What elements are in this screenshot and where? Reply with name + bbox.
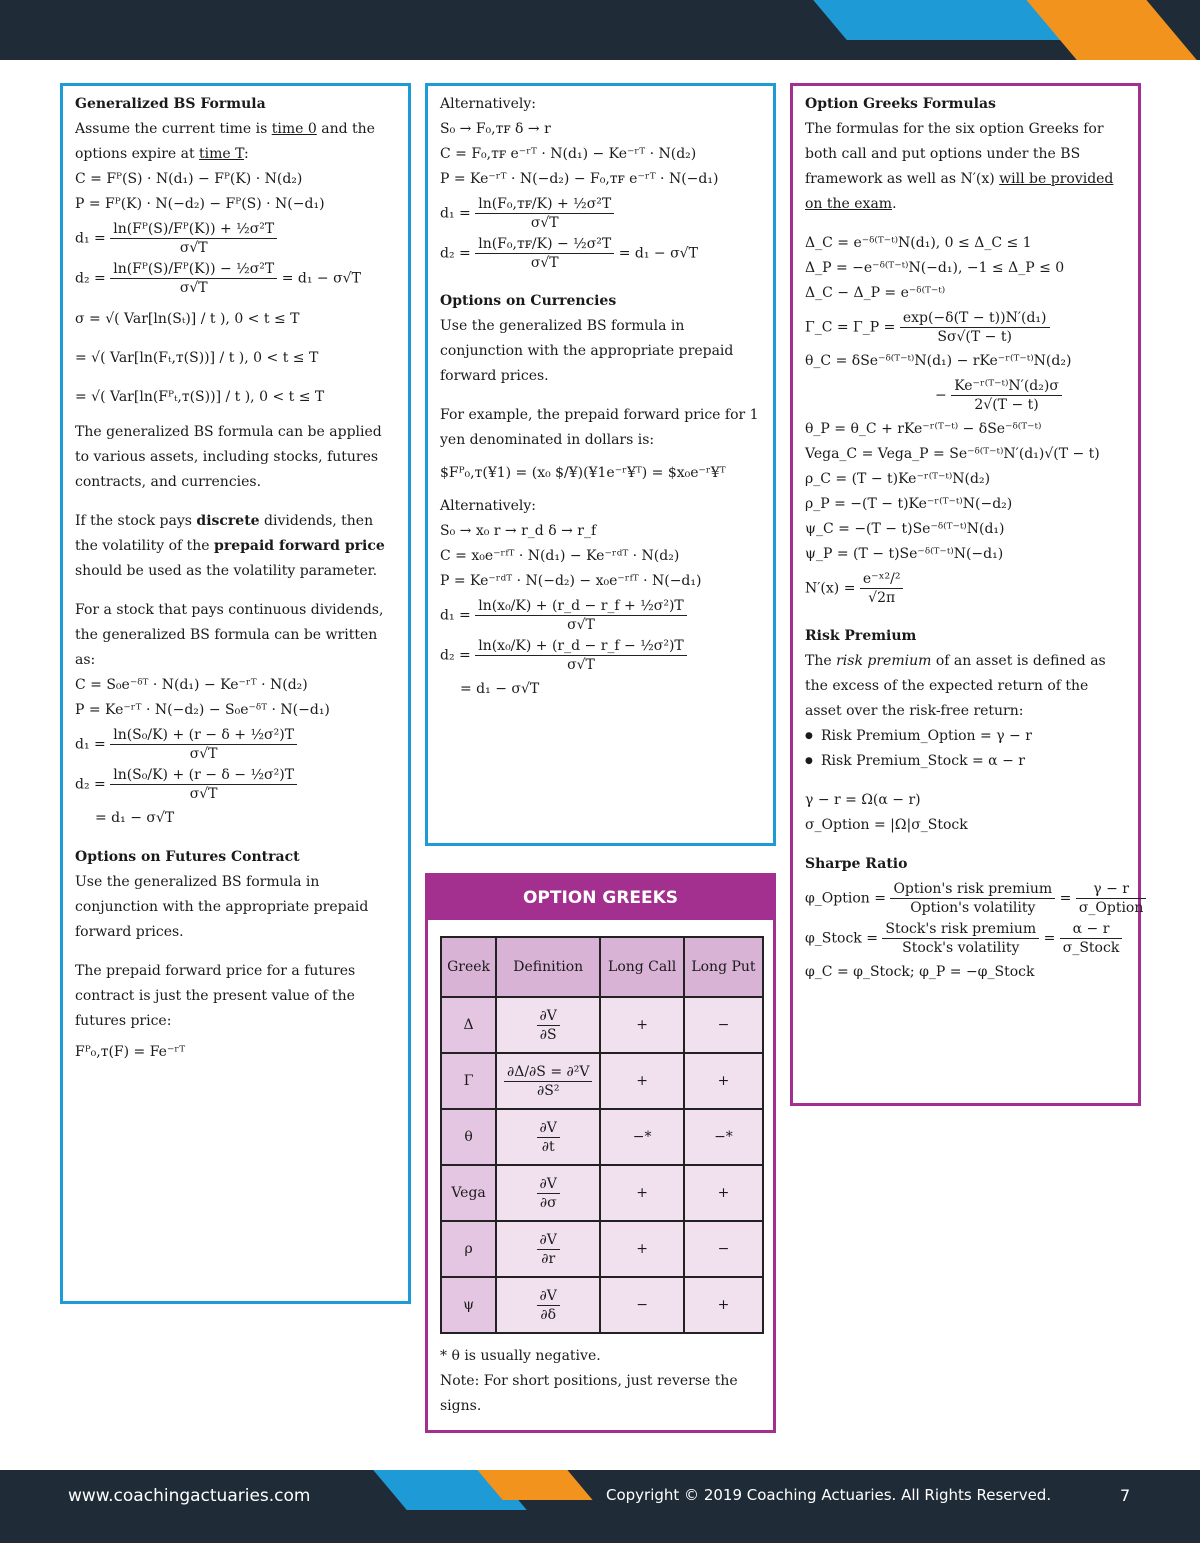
table-header: Definition xyxy=(496,937,600,997)
psi-put: ψ_P = (T − t)Se⁻ᵟ⁽ᵀ⁻ᵗ⁾N(−d₁) xyxy=(805,546,1004,562)
page-number: 7 xyxy=(1120,1486,1131,1505)
sigma-option-formula: σ_Option = |Ω|σ_Stock xyxy=(805,817,968,833)
cont-d2-tail: = d₁ − σ√T xyxy=(95,810,175,826)
cont-d1-formula: d₁ = $\frac{\text{ln(S₀/K) + (r − δ + ½σ²)T}}{\sigma√T}$ xyxy=(75,726,396,763)
table-row: Γ $\frac{\text{∂Δ/∂S = ∂²V}}{\text{∂S²}}$ + + xyxy=(441,1053,763,1109)
table-row: ρ $\frac{\partial V}{\partial r}$ + − xyxy=(441,1221,763,1277)
list-item: ● Risk Premium_Option = γ − r xyxy=(821,724,1126,749)
substitution-2: S₀ → x₀ r → r_d δ → r_f xyxy=(440,523,597,539)
currency-d1-formula: d₁ = $\frac{\text{ln(x₀/K) + (r\_d − r\_f + ½σ²)T}}{\sigma√T}$ xyxy=(440,597,761,634)
greeks-formulas-panel xyxy=(790,83,1144,1106)
delta-diff: Δ_C − Δ_P = e⁻ᵟ⁽ᵀ⁻ᵗ⁾ xyxy=(805,285,946,301)
futures-put-formula: P = Ke⁻ʳᵀ · N(−d₂) − F₀,ᴛꜰ e⁻ʳᵀ · N(−d₁) xyxy=(440,171,719,187)
futures-formula: Fᴾ₀,ᴛ(F) = Fe⁻ʳᵀ xyxy=(75,1044,186,1060)
section-title: Option Greeks Formulas xyxy=(805,96,996,112)
intro-text: Assume the current time is time 0 and the options expire at time T: xyxy=(75,121,375,162)
sigma-formula-1: σ = √( Var[ln(Sₜ)] / t ), 0 < t ≤ T xyxy=(75,311,300,327)
cont-put-formula: P = Ke⁻ʳᵀ · N(−d₂) − S₀e⁻ᵟᵀ · N(−d₁) xyxy=(75,702,330,718)
sharpe-title: Sharpe Ratio xyxy=(805,856,908,872)
d2-formula: d₂ = $\frac{\text{ln(Fᴾ(S)/Fᴾ(K)) − ½σ²T}}{\sigma√T}$ = d₁ − σ√T xyxy=(75,261,361,296)
table-row: θ $\frac{\partial V}{\partial t}$ −* −* xyxy=(441,1109,763,1165)
rho-call: ρ_C = (T − t)Ke⁻ʳ⁽ᵀ⁻ᵗ⁾N(d₂) xyxy=(805,471,991,487)
cont-d2-formula: d₂ = $\frac{\text{ln(S₀/K) + (r − δ − ½σ²)T}}{\sigma√T}$ xyxy=(75,766,396,803)
d1-formula: d₁ = $\frac{\text{ln(Fᴾ(S)/Fᴾ(K)) + ½σ²T}}{\sigma√T}$ xyxy=(75,220,396,257)
list-item: ● Risk Premium_Stock = α − r xyxy=(821,749,1126,774)
option-greeks-panel xyxy=(425,873,776,1433)
option-greeks-title: OPTION GREEKS xyxy=(428,876,773,920)
normal-pdf: N′(x) = $\frac{\text{e⁻ˣ²/²}}{√2\pi}$ xyxy=(805,570,1126,607)
rho-put: ρ_P = −(T − t)Ke⁻ʳ⁽ᵀ⁻ᵗ⁾N(−d₂) xyxy=(805,496,1013,512)
omega-formula: γ − r = Ω(α − r) xyxy=(805,792,921,808)
gamma-formula: Γ_C = Γ_P = $\frac{\text{exp(−δ(T − t))N′(d₁)}}{S\sigma√(T - t)}$ xyxy=(805,309,1126,346)
continuous-text: For a stock that pays continuous dividends, the generalized BS formula can be written as: xyxy=(75,602,384,668)
futures-title: Options on Futures Contract xyxy=(75,849,300,865)
call-formula: C = Fᴾ(S) · N(d₁) − Fᴾ(K) · N(d₂) xyxy=(75,171,303,187)
currency-put-formula: P = Ke⁻ʳᵈᵀ · N(−d₂) − x₀e⁻ʳᶠᵀ · N(−d₁) xyxy=(440,573,702,589)
risk-premium-list xyxy=(805,724,1126,774)
sigma-formula-3: = √( Var[ln(Fᴾₜ,ᴛ(S))] / t ), 0 < t ≤ T xyxy=(75,389,325,405)
header-banner xyxy=(0,0,1200,60)
risk-premium-text: The risk premium of an asset is defined as the excess of the expected return of the asset over the risk-free return: xyxy=(805,653,1106,719)
greeks-table xyxy=(440,936,764,1334)
currency-d2-tail: = d₁ − σ√T xyxy=(460,681,540,697)
sigma-formula-2: = √( Var[ln(Fₜ,ᴛ(S))] / t ), 0 < t ≤ T xyxy=(75,350,319,366)
futures-text-2: The prepaid forward price for a futures contract is just the present value of the futures price: xyxy=(75,963,356,1029)
footer-banner xyxy=(0,1470,1200,1543)
table-header: Greek xyxy=(441,937,496,997)
futures-call-formula: C = F₀,ᴛꜰ e⁻ʳᵀ · N(d₁) − Ke⁻ʳᵀ · N(d₂) xyxy=(440,146,697,162)
table-header: Long Put xyxy=(684,937,763,997)
currency-call-formula: C = x₀e⁻ʳᶠᵀ · N(d₁) − Ke⁻ʳᵈᵀ · N(d₂) xyxy=(440,548,680,564)
greeks-notes: * θ is usually negative. Note: For short positions, just reverse the signs. xyxy=(440,1348,738,1414)
applied-text: The generalized BS formula can be applied to various assets, including stocks, futures contracts, and currencies. xyxy=(75,424,382,490)
risk-premium-title: Risk Premium xyxy=(805,628,917,644)
futures-d1-formula: d₁ = $\frac{\text{ln(F₀,ᴛꜰ/K) + ½σ²T}}{\sigma√T}$ xyxy=(440,195,761,232)
delta-call: Δ_C = e⁻ᵟ⁽ᵀ⁻ᵗ⁾N(d₁), 0 ≤ Δ_C ≤ 1 xyxy=(805,235,1032,251)
table-row: Δ $\frac{\partial V}{\partial S}$ + − xyxy=(441,997,763,1053)
generalized-bs-panel xyxy=(60,83,411,1304)
cont-call-formula: C = S₀e⁻ᵟᵀ · N(d₁) − Ke⁻ʳᵀ · N(d₂) xyxy=(75,677,308,693)
currencies-example: For example, the prepaid forward price for 1 yen denominated in dollars is: xyxy=(440,407,759,448)
futures-d2-formula: d₂ = $\frac{\text{ln(F₀,ᴛꜰ/K) − ½σ²T}}{\sigma√T}$ = d₁ − σ√T xyxy=(440,236,698,271)
psi-call: ψ_C = −(T − t)Se⁻ᵟ⁽ᵀ⁻ᵗ⁾N(d₁) xyxy=(805,521,1005,537)
put-formula: P = Fᴾ(K) · N(−d₂) − Fᴾ(S) · N(−d₁) xyxy=(75,196,325,212)
footer-link[interactable]: www.coachingactuaries.com xyxy=(68,1486,311,1506)
currencies-panel xyxy=(425,83,776,846)
sharpe-option: φ_Option = $\frac{\text{Option's risk premium}}{\text{Option's volatility}}$ = $\frac{\gamma - r}{\text{σ\_Option}}$ xyxy=(805,880,1126,917)
vega-formula: Vega_C = Vega_P = Se⁻ᵟ⁽ᵀ⁻ᵗ⁾N′(d₁)√(T − t) xyxy=(805,446,1100,462)
table-row: Vega $\frac{\partial V}{\partial\sigma}$ + + xyxy=(441,1165,763,1221)
alt-label: Alternatively: xyxy=(440,96,536,112)
theta-put: θ_P = θ_C + rKe⁻ʳ⁽ᵀ⁻ᵗ⁾ − δSe⁻ᵟ⁽ᵀ⁻ᵗ⁾ xyxy=(805,421,1042,437)
currencies-title: Options on Currencies xyxy=(440,293,617,309)
sharpe-stock: φ_Stock = $\frac{\text{Stock's risk premium}}{\text{Stock's volatility}}$ = $\frac{\alpha - r}{\text{σ\_Stock}}$ xyxy=(805,920,1126,957)
currencies-text: Use the generalized BS formula in conjunction with the appropriate prepaid forward prices. xyxy=(440,318,734,384)
substitution: S₀ → F₀,ᴛꜰ δ → r xyxy=(440,121,551,137)
alt-label-2: Alternatively: xyxy=(440,498,536,514)
theta-call: θ_C = δSe⁻ᵟ⁽ᵀ⁻ᵗ⁾N(d₁) − rKe⁻ʳ⁽ᵀ⁻ᵗ⁾N(d₂) xyxy=(805,353,1072,369)
table-header: Long Call xyxy=(600,937,684,997)
sharpe-relation: φ_C = φ_Stock; φ_P = −φ_Stock xyxy=(805,964,1035,980)
table-row: ψ $\frac{\partial V}{\partial\delta}$ − + xyxy=(441,1277,763,1333)
footer-copyright: Copyright © 2019 Coaching Actuaries. All Rights Reserved. xyxy=(606,1486,1052,1504)
delta-put: Δ_P = −e⁻ᵟ⁽ᵀ⁻ᵗ⁾N(−d₁), −1 ≤ Δ_P ≤ 0 xyxy=(805,260,1065,276)
futures-text: Use the generalized BS formula in conjunction with the appropriate prepaid forward prices. xyxy=(75,874,369,940)
currency-d2-formula: d₂ = $\frac{\text{ln(x₀/K) + (r\_d − r\_f − ½σ²)T}}{\sigma√T}$ xyxy=(440,637,761,674)
theta-call-2: − $\frac{\text{Ke⁻ʳ⁽ᵀ⁻ᵗ⁾N′(d₂)σ}}{2√(T - t)}$ xyxy=(805,377,1126,414)
intro-text: The formulas for the six option Greeks for both call and put options under the BS framework as well as N′(x) will be provided on the exam. xyxy=(805,121,1114,212)
yen-formula: $Fᴾ₀,ᴛ(¥1) = (x₀ $/¥)(¥1e⁻ʳ¥ᵀ) = $x₀e⁻ʳ¥ᵀ xyxy=(440,465,726,481)
section-title: Generalized BS Formula xyxy=(75,96,266,112)
discrete-text: If the stock pays discrete dividends, then the volatility of the prepaid forward price should be used as the volatility parameter. xyxy=(75,513,385,579)
